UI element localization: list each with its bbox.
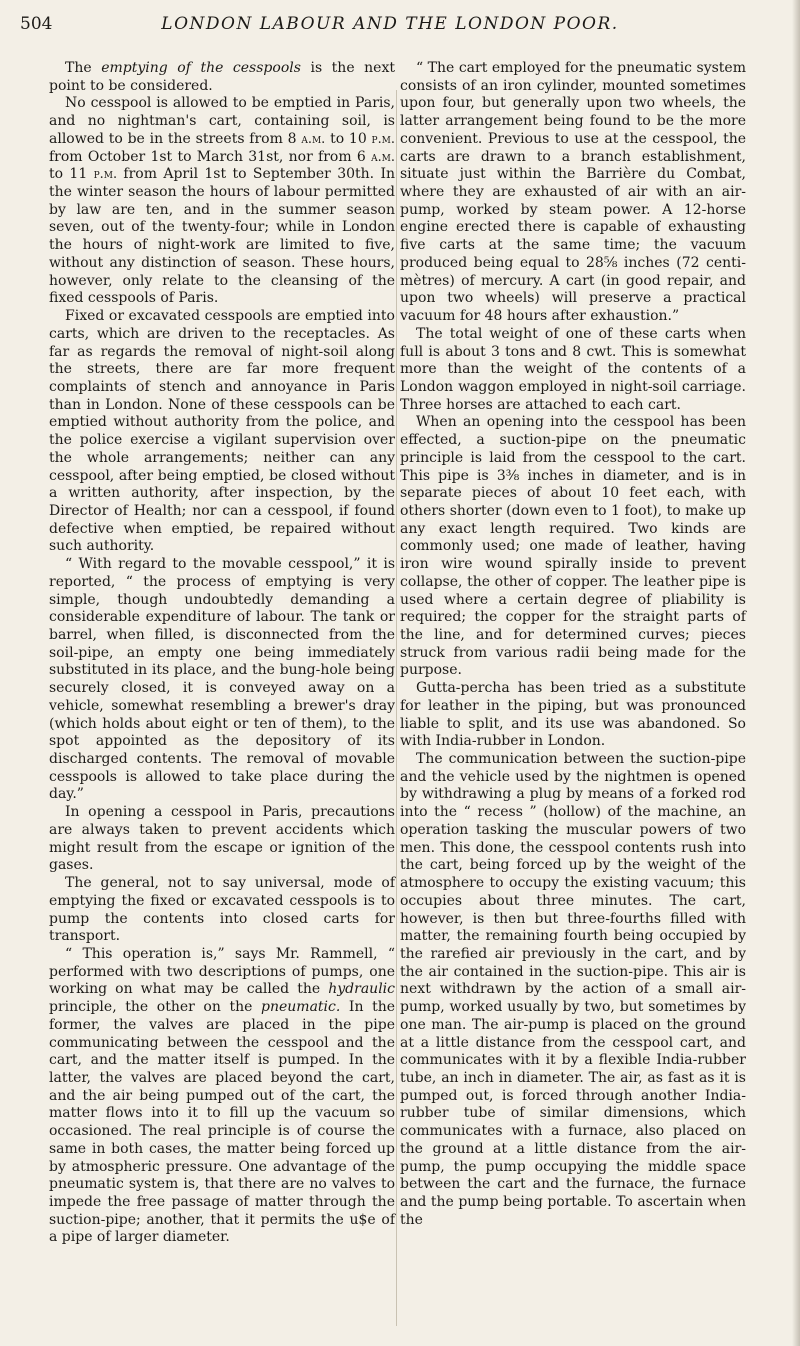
running-title: LONDON LABOUR AND THE LONDON POOR. bbox=[161, 14, 619, 34]
italic-word: pneumatic. bbox=[261, 999, 341, 1016]
paragraph: No cesspool is allowed to be emptied in Paris, and no nightman's cart, containing soil, is allowed to be in the streets from 8 a.m. to 10 p.m. from October 1st to March 31st, nor from 6 a.m. to 11 p.m. from April 1st to September 30th. In the winter season the hours of labour permitted by law are ten, and in the summer season seven, out of the twenty-four; while in London the hours of night-work are limited to five, without any distinction of season. These hours, however, only relate to the cleansing of the fixed cesspools of Paris. bbox=[49, 95, 395, 307]
italic-phrase: emptying of the cesspools bbox=[101, 60, 301, 76]
italic-word: hydraulic bbox=[328, 981, 395, 998]
paragraph: “ The cart employed for the pneumatic system consists of an iron cylinder, mounted sometimes upon four, but generally upon two wheels, the latter arrangement being found to be the more convenient. Previous to use at the cesspool, the carts are drawn to a branch establishment, situate just within the Barrière du Combat, where they are exhausted of air with an air-pump, worked by steam power. A 12-horse engine erected there is capable of exhausting five carts at the same time; the vacuum produced being equal to 28⅝ inches (72 centi-mètres) of mercury. A cart (in good repair, and upon two wheels) will preserve a practical vacuum for 48 hours after exhaustion.” bbox=[400, 60, 746, 325]
left-column bbox=[49, 60, 395, 1247]
paragraph: “ This operation is,” says Mr. Rammell, “ performed with two descriptions of pumps, one working on what may be called the hydraulic principle, the other on the pneumatic. In the former, the valves are placed in the pipe communicating between the cesspool and the cart, and the matter itself is pumped. In the latter, the valves are placed beyond the cart, and the air being pumped out of the cart, the matter flows into it to fill up the vacuum so occasioned. The real principle is of course the same in both cases, the matter being forced up by atmospheric pressure. One advantage of the pneumatic system is, that there are no valves to impede the free passage of matter through the suction-pipe; another, that it permits the u$e of a pipe of larger diameter. bbox=[49, 945, 395, 1246]
paragraph: The emptying of the cesspools is the next point to be considered. bbox=[49, 60, 395, 94]
page-number: 504 bbox=[20, 14, 53, 34]
paragraph: The total weight of one of these carts when full is about 3 tons and 8 cwt. This is somewhat more than the weight of the contents of a London waggon employed in night-soil carriage. Three horses are attached to each cart. bbox=[400, 325, 746, 413]
right-column bbox=[400, 60, 746, 1229]
paragraph: Gutta-percha has been tried as a substitute for leather in the piping, but was pronounced liable to split, and its use was abandoned. So with India-rubber in London. bbox=[400, 680, 746, 750]
paragraph: “ With regard to the movable cesspool,” it is reported, “ the process of emptying is very simple, though undoubtedly demanding a considerable expenditure of labour. The tank or barrel, when filled, is disconnected from the soil-pipe, an empty one being immediately substituted in its place, and the bung-hole being securely closed, it is conveyed away on a vehicle, somewhat resembling a brewer's dray (which holds about eight or ten of them), to the spot appointed as the depository of its discharged contents. The removal of movable cesspools is allowed to take place during the day.” bbox=[49, 556, 395, 803]
page-edge-shadow bbox=[792, 0, 800, 1346]
paragraph: In opening a cesspool in Paris, precautions are always taken to prevent accidents which might result from the escape or ignition of the gases. bbox=[49, 804, 395, 874]
paragraph: Fixed or excavated cesspools are emptied into carts, which are driven to the receptacles. As far as regards the removal of night-soil along the streets, there are far more frequent complaints of stench and annoyance in Paris than in London. None of these cesspools can be emptied without authority from the police, and the police exercise a vigilant supervision over the whole arrangements; neither can any cesspool, after being emptied, be closed without a written authority, after inspection, by the Director of Health; nor can a cesspool, if found defective when emptied, be repaired without such authority. bbox=[49, 308, 395, 555]
page-header bbox=[20, 14, 760, 44]
paragraph: When an opening into the cesspool has been effected, a suction-pipe on the pneumatic principle is laid from the cesspool to the cart. This pipe is 3⅜ inches in diameter, and is in separate pieces of about 10 feet each, with others shorter (down even to 1 foot), to make up any exact length required. Two kinds are commonly used; one made of leather, having iron wire wound spirally inside to prevent collapse, the other of copper. The leather pipe is used where a certain degree of pliability is required; the copper for the straight parts of the line, and for determined curves; pieces struck from various radii being made for the purpose. bbox=[400, 414, 746, 679]
column-divider bbox=[396, 90, 397, 1326]
paragraph: The communication between the suction-pipe and the vehicle used by the nightmen is opened by withdrawing a plug by means of a forked rod into the “ recess ” (hollow) of the machine, an operation tasking the muscular powers of two men. This done, the cesspool contents rush into the cart, being forced up by the weight of the atmosphere to occupy the existing vacuum; this occupies about three minutes. The cart, however, is then but three-fourths filled with matter, the remaining fourth being occupied by the rarefied air previously in the cart, and by the air contained in the suction-pipe. This air is next withdrawn by the action of a small air-pump, worked usually by two, but sometimes by one man. The air-pump is placed on the ground at a little distance from the cesspool cart, and communicates with it by a flexible India-rubber tube, an inch in diameter. The air, as fast as it is pumped out, is forced through another India-rubber tube of similar dimensions, which communicates with a furnace, also placed on the ground at a little distance from the air-pump, the pump occupying the middle space between the cart and the furnace, the furnace and the pump being portable. To ascertain when the bbox=[400, 751, 746, 1228]
paragraph: The general, not to say universal, mode of emptying the fixed or excavated cesspools is to pump the contents into closed carts for transport. bbox=[49, 875, 395, 945]
